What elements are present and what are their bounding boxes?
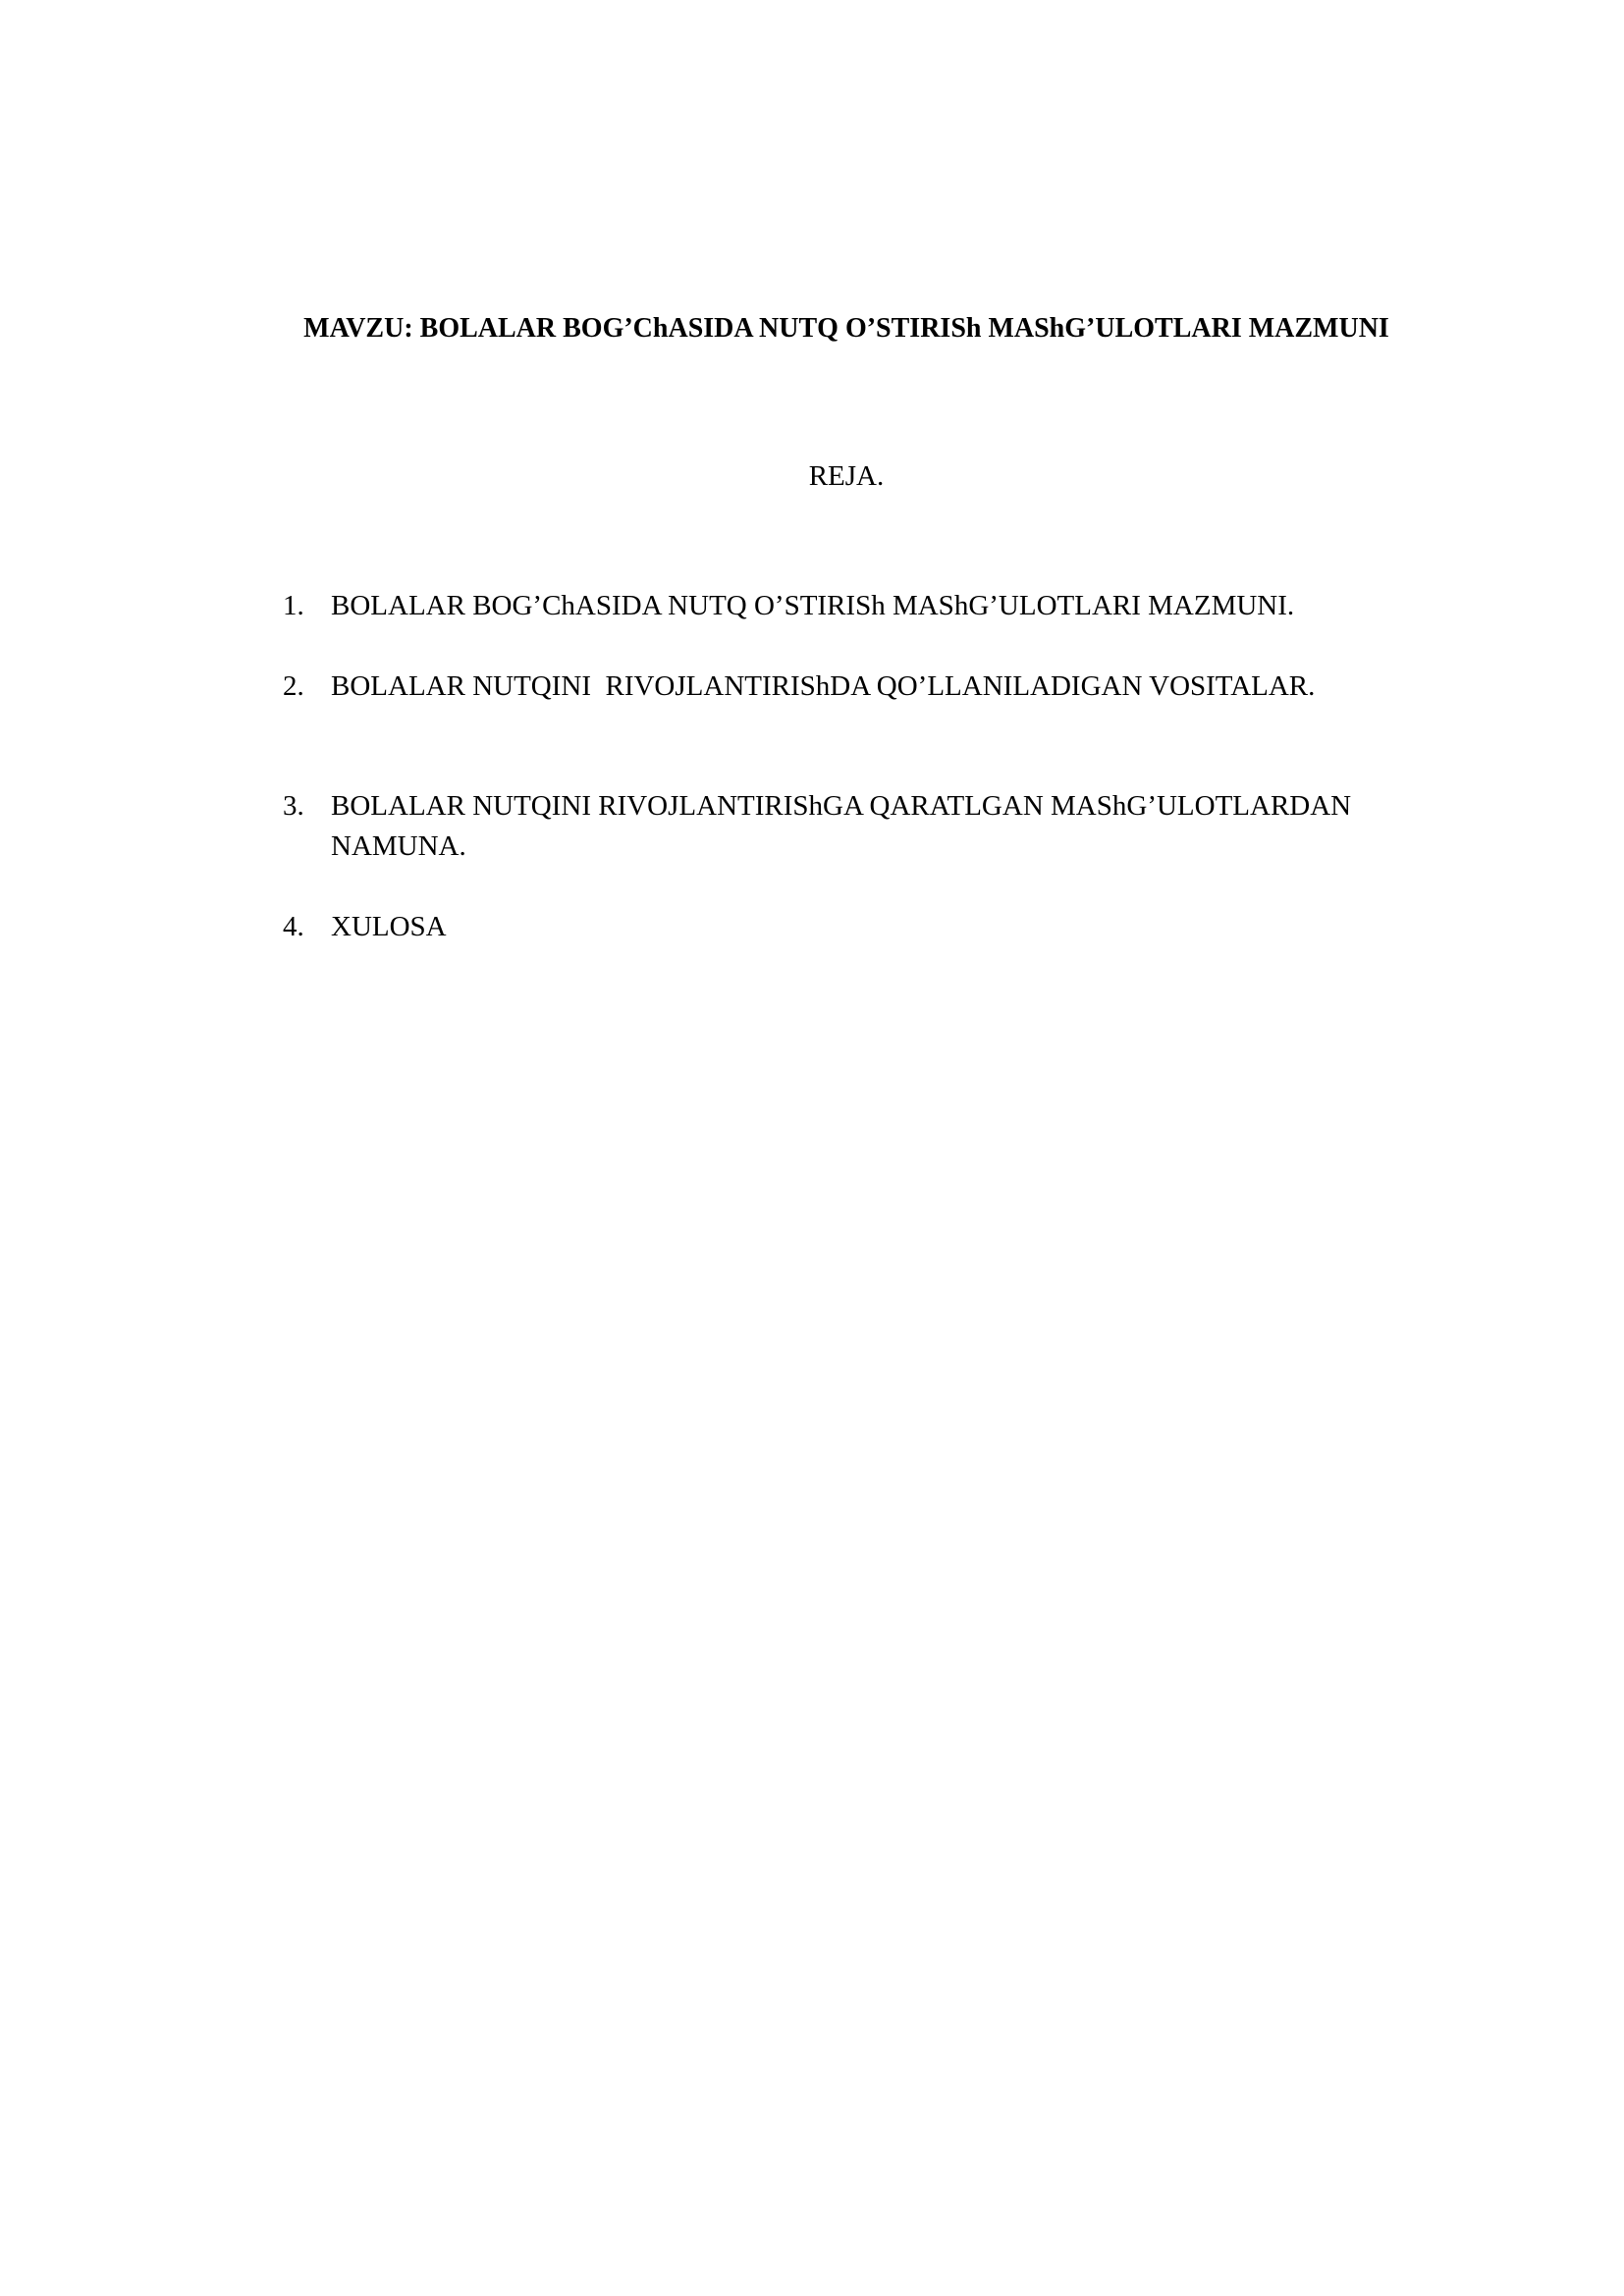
plan-item-text: BOLALAR BOG’ChASIDA NUTQ O’STIRISh MAShG’ULOTLARI MAZMUNI. (331, 590, 1295, 621)
plan-item-number: 3. (283, 790, 304, 822)
plan-heading: REJA. (808, 460, 885, 492)
plan-item-number: 2. (283, 670, 304, 702)
plan-item-number: 1. (283, 590, 304, 621)
document-title: MAVZU: BOLALAR BOG’ChASIDA NUTQ O’STIRISh MAShG’ULOTLARI MAZMUNI (303, 313, 1389, 344)
plan-item-number: 4. (283, 911, 304, 942)
plan-item-text: BOLALAR NUTQINI RIVOJLANTIRIShDA QO’LLANILADIGAN VOSITALAR. (331, 670, 1316, 702)
plan-item-text: XULOSA (331, 911, 447, 942)
plan-item-text: BOLALAR NUTQINI RIVOJLANTIRIShGA QARATLGAN MAShG’ULOTLARDAN NAMUNA. (331, 790, 1352, 862)
